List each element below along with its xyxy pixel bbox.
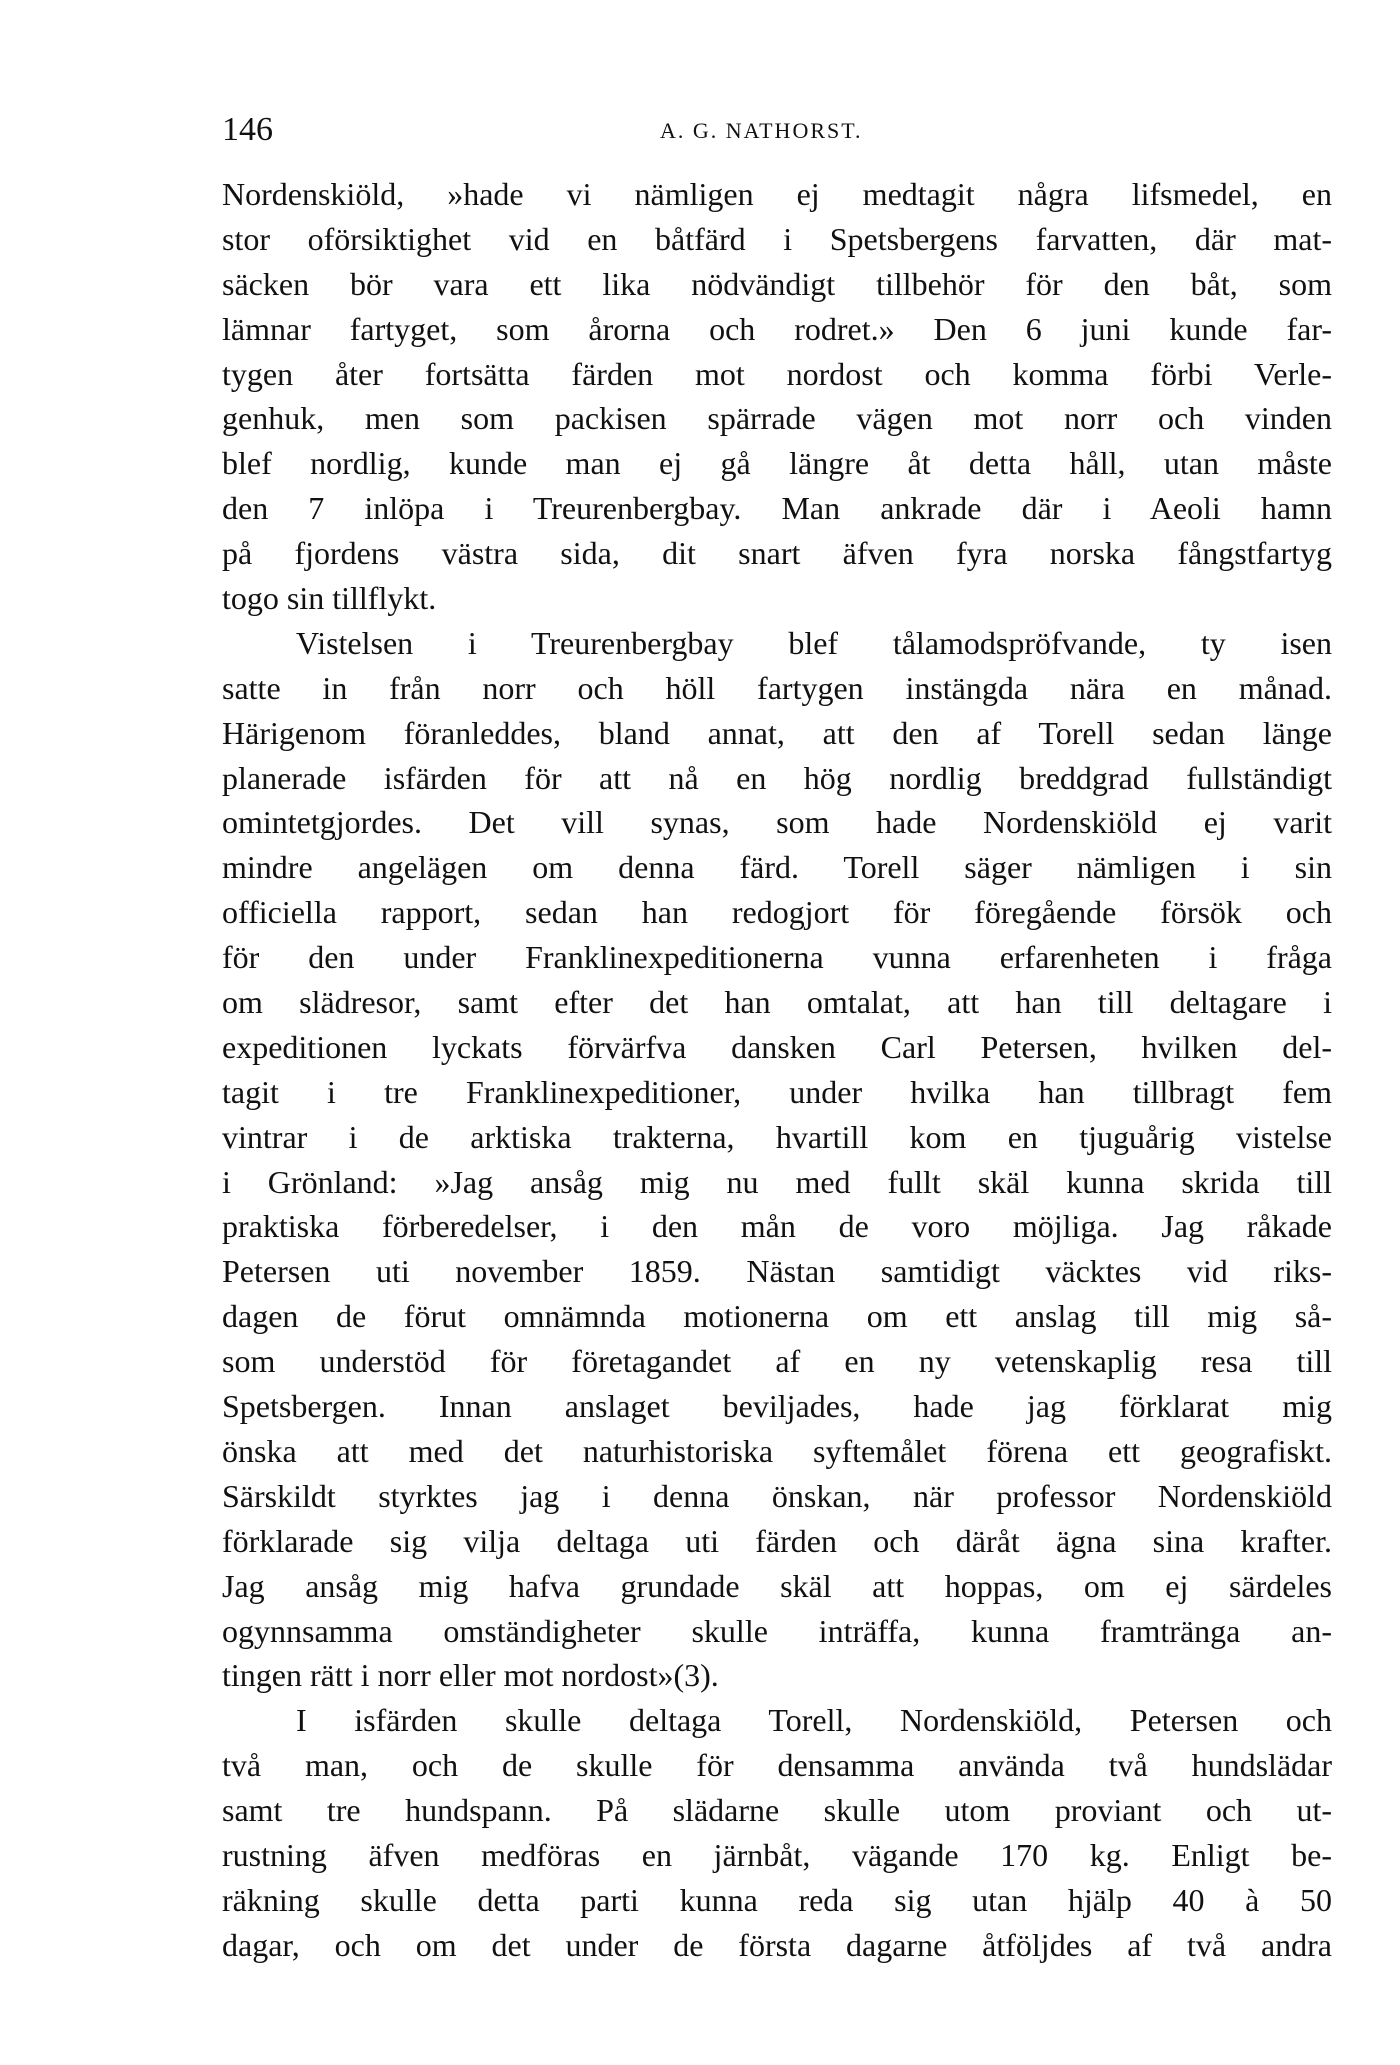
- text-line: officiella rapport, sedan han redogjort för föregående försök och: [222, 894, 1332, 931]
- text-line: ogynnsamma omständigheter skulle inträffa, kunna framtränga an-: [222, 1612, 1332, 1649]
- text-line: praktiska förberedelser, i den mån de voro möjliga. Jag råkade: [222, 1208, 1332, 1245]
- text-line: genhuk, men som packisen spärrade vägen mot norr och vinden: [222, 400, 1332, 437]
- text-line: tygen åter fortsätta färden mot nordost och komma förbi Verle-: [222, 355, 1332, 392]
- text-line: dagar, och om det under de första dagarne åtföljdes af två andra: [222, 1926, 1332, 1963]
- text-line: som understöd för företagandet af en ny vetenskaplig resa till: [222, 1343, 1332, 1380]
- text-line: två man, och de skulle för densamma använda två hundslädar: [222, 1747, 1332, 1784]
- text-line: om slädresor, samt efter det han omtalat, att han till deltagare i: [222, 984, 1332, 1021]
- text-line: blef nordlig, kunde man ej gå längre åt detta håll, utan måste: [222, 445, 1332, 482]
- text-line: säcken bör vara ett lika nödvändigt tillbehör för den båt, som: [222, 265, 1332, 302]
- text-line: Härigenom föranleddes, bland annat, att den af Torell sedan länge: [222, 714, 1332, 751]
- text-line: rustning äfven medföras en järnbåt, vägande 170 kg. Enligt be-: [222, 1836, 1332, 1873]
- text-line: önska att med det naturhistoriska syftemålet förena ett geografiskt.: [222, 1432, 1332, 1469]
- text-line: dagen de förut omnämnda motionerna om ett anslag till mig så-: [222, 1298, 1332, 1335]
- text-line: på fjordens västra sida, dit snart äfven fyra norska fångstfartyg: [222, 535, 1332, 572]
- text-line: Jag ansåg mig hafva grundade skäl att hoppas, om ej särdeles: [222, 1567, 1332, 1604]
- text-line: vintrar i de arktiska trakterna, hvartill kom en tjuguårig vistelse: [222, 1118, 1332, 1155]
- page-header: [222, 100, 1332, 160]
- text-line: satte in från norr och höll fartygen instängda nära en månad.: [222, 669, 1332, 706]
- text-line: räkning skulle detta parti kunna reda sig utan hjälp 40 à 50: [222, 1881, 1332, 1918]
- text-line: Vistelsen i Treurenbergbay blef tålamodspröfvande, ty isen: [296, 624, 1332, 661]
- text-line: tagit i tre Franklinexpeditioner, under hvilka han tillbragt fem: [222, 1073, 1332, 1110]
- text-line: I isfärden skulle deltaga Torell, Nordenskiöld, Petersen och: [296, 1702, 1332, 1739]
- page-number: 146: [222, 111, 273, 148]
- text-line: den 7 inlöpa i Treurenbergbay. Man ankrade där i Aeoli hamn: [222, 490, 1332, 527]
- body-text: [222, 172, 1332, 1968]
- text-line: Petersen uti november 1859. Nästan samtidigt väcktes vid riks-: [222, 1253, 1332, 1290]
- text-line: samt tre hundspann. På slädarne skulle utom proviant och ut-: [222, 1792, 1332, 1829]
- text-line: tingen rätt i norr eller mot nordost»(3).: [222, 1657, 719, 1694]
- text-line: togo sin tillflykt.: [222, 580, 437, 617]
- text-line: lämnar fartyget, som årorna och rodret.» Den 6 juni kunde far-: [222, 310, 1332, 347]
- running-head: A. G. NATHORST.: [660, 118, 863, 143]
- text-line: stor oförsiktighet vid en båtfärd i Spetsbergens farvatten, där mat-: [222, 220, 1332, 257]
- text-line: för den under Franklinexpeditionerna vunna erfarenheten i fråga: [222, 939, 1332, 976]
- text-line: Spetsbergen. Innan anslaget beviljades, hade jag förklarat mig: [222, 1388, 1332, 1425]
- text-line: Nordenskiöld, »hade vi nämligen ej medtagit några lifsmedel, en: [222, 176, 1332, 212]
- text-line: i Grönland: »Jag ansåg mig nu med fullt skäl kunna skrida till: [222, 1163, 1332, 1200]
- text-line: förklarade sig vilja deltaga uti färden och däråt ägna sina krafter.: [222, 1522, 1332, 1559]
- text-line: planerade isfärden för att nå en hög nordlig breddgrad fullständigt: [222, 759, 1332, 796]
- text-line: omintetgjordes. Det vill synas, som hade Nordenskiöld ej varit: [222, 804, 1332, 841]
- text-line: Särskildt styrktes jag i denna önskan, när professor Nordenskiöld: [222, 1477, 1332, 1514]
- text-line: mindre angelägen om denna färd. Torell säger nämligen i sin: [222, 849, 1332, 886]
- text-line: expeditionen lyckats förvärfva dansken Carl Petersen, hvilken del-: [222, 1028, 1332, 1065]
